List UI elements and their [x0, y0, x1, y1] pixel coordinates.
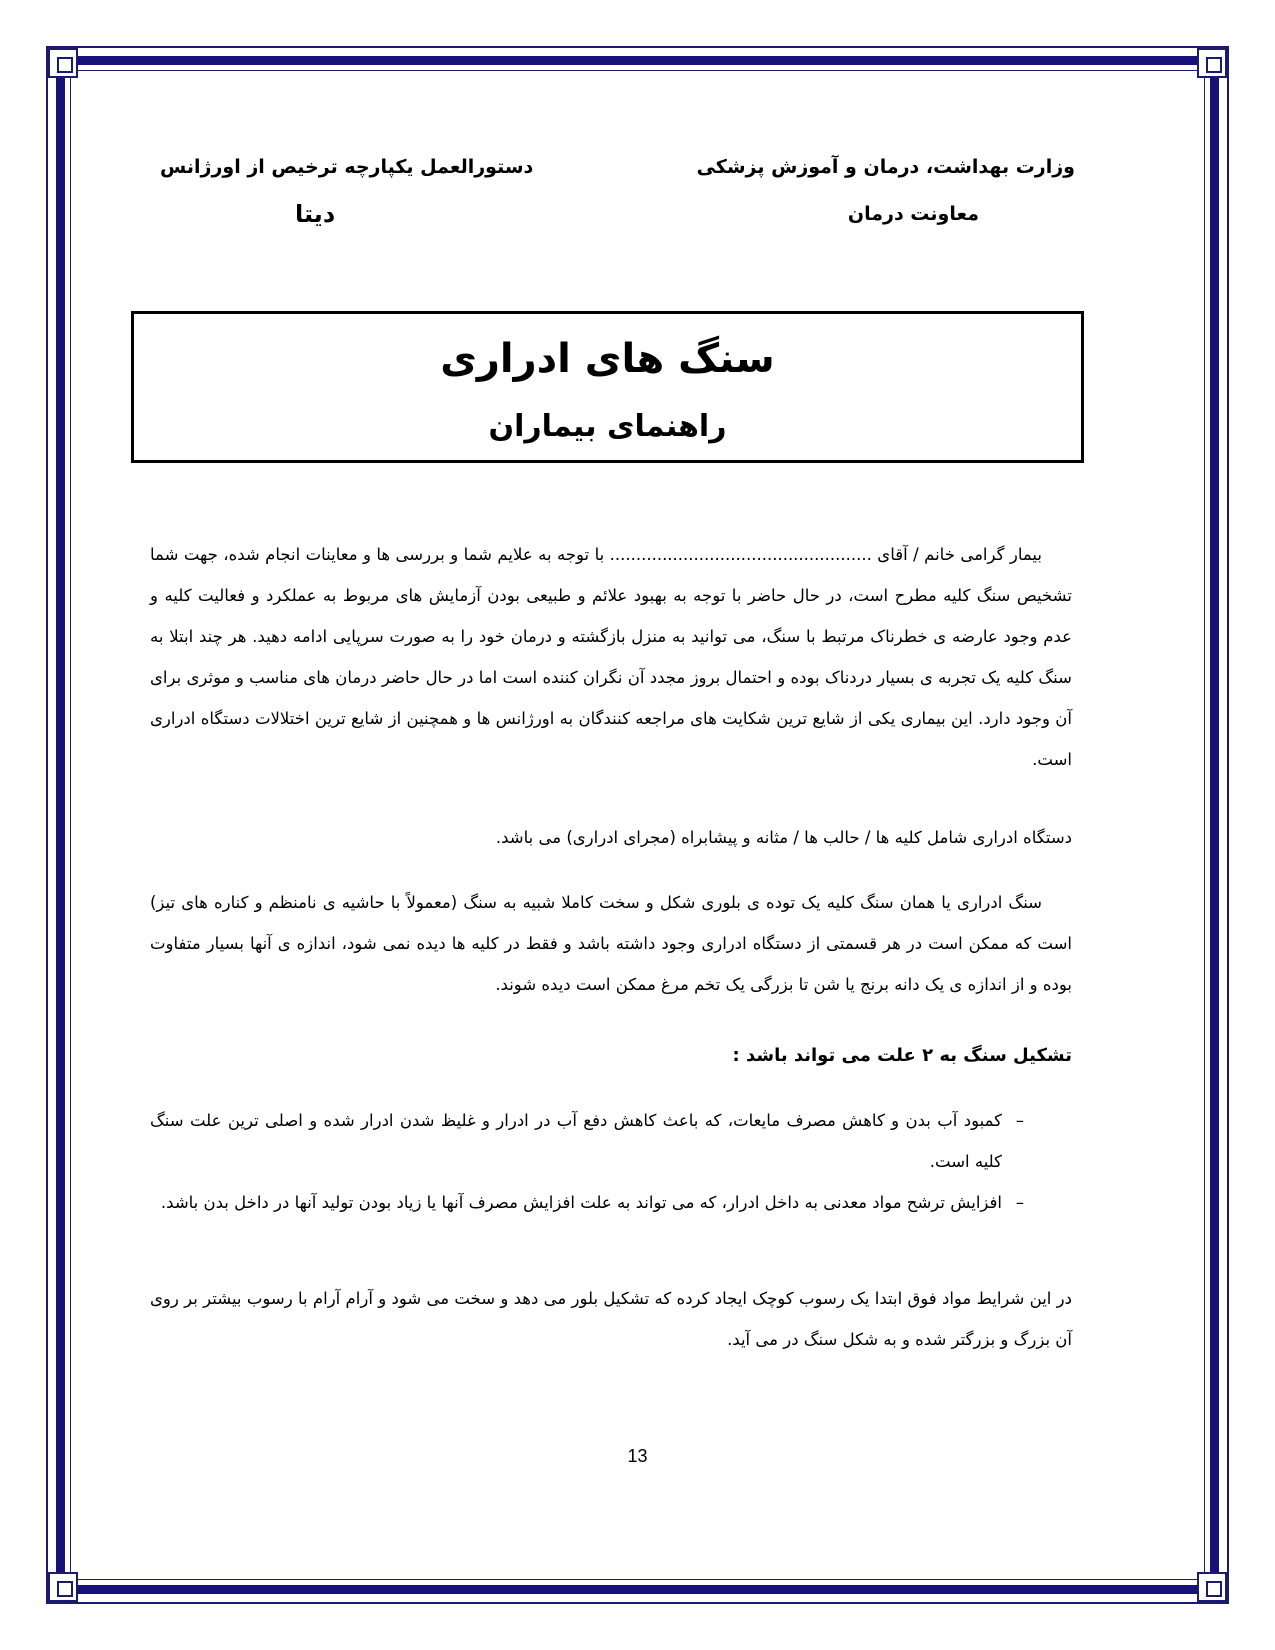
guideline-title: دستورالعمل یکپارچه ترخیص از اورژانس — [160, 156, 534, 178]
frame-corner-ornament — [1197, 1572, 1227, 1602]
list-item — [150, 1182, 1072, 1223]
ministry-name: وزارت بهداشت، درمان و آموزش پزشکی — [696, 156, 1075, 178]
formation-paragraph: در این شرایط مواد فوق ابتدا یک رسوب کوچک ایجاد کرده که تشکیل بلور می دهد و سخت می شود و آرام آرام با رسوب بیشتر بر روی آن بزرگ و بزرگتر شده و به شکل سنگ در می آید. — [150, 1289, 1072, 1349]
causes-list — [150, 1100, 1072, 1223]
frame-corner-ornament — [48, 48, 78, 78]
page-title: سنگ های ادراری — [440, 336, 775, 382]
deputy-name: معاونت درمان — [847, 203, 979, 225]
dita-label: دیتا — [295, 200, 336, 228]
list-item — [150, 1100, 1072, 1182]
page-number: 13 — [627, 1446, 648, 1466]
dash-bullet-icon: – — [1015, 1111, 1024, 1130]
cause-text: افزایش ترشح مواد معدنی به داخل ادرار، که می تواند به علت افزایش مصرف آنها یا زیاد بودن تولید آنها در داخل بدن باشد. — [160, 1193, 1002, 1212]
page-subtitle: راهنمای بیماران — [488, 409, 727, 444]
frame-corner-ornament — [1197, 48, 1227, 78]
cause-text: کمبود آب بدن و کاهش مصرف مایعات، که باعث کاهش دفع آب در ادرار و غلیظ شدن ادرار شده و اصلی ترین علت سنگ کلیه است. — [150, 1111, 1002, 1171]
title-box — [131, 311, 1084, 463]
frame-corner-ornament — [48, 1572, 78, 1602]
causes-heading: تشکیل سنگ به ۲ علت می تواند باشد : — [732, 1045, 1072, 1066]
stone-definition-paragraph: سنگ ادراری یا همان سنگ کلیه یک توده ی بلوری شکل و سخت کاملا شبیه به سنگ (معمولاً با حاشیه ی نامنظم و کناره های تیز) است که ممکن است در هر قسمتی از دستگاه ادراری وجود داشته باشد و فقط در کلیه ها دیده نمی شود، اندازه ی آنها بسیار متفاوت بوده و از اندازه ی یک دانه برنج یا شن تا بزرگی یک تخم مرغ ممکن است دیده شوند. — [150, 893, 1072, 994]
urinary-system-paragraph: دستگاه ادراری شامل کلیه ها / حالب ها / مثانه و پیشابراه (مجرای ادراری) می باشد. — [495, 828, 1072, 847]
dash-bullet-icon: – — [1015, 1193, 1024, 1212]
intro-paragraph: بیمار گرامی خانم / آقای .................................................. با توجه به علایم شما و بررسی ها و معاینات انجام شده، جهت شما تشخیص سنگ کلیه مطرح است، در حال حاضر با توجه به بهبود علائم و طبیعی بودن آزمایش های مربوط به عملکرد و فعالیت کلیه و عدم وجود عارضه ی خطرناک مرتبط با سنگ، می توانید به منزل بازگشته و درمان خود را به صورت سرپایی ادامه دهید. هر چند ابتلا به سنگ کلیه یک تجربه ی بسیار دردناک بوده و احتمال بروز مجدد آن نگران کننده است اما در حال حاضر درمان های مناسب و موثری برای آن وجود دارد. این بیماری یکی از شایع ترین شکایت های مراجعه کنندگان به اورژانس ها و همچنین از شایع ترین اختلالات دستگاه ادراری است. — [150, 545, 1072, 769]
